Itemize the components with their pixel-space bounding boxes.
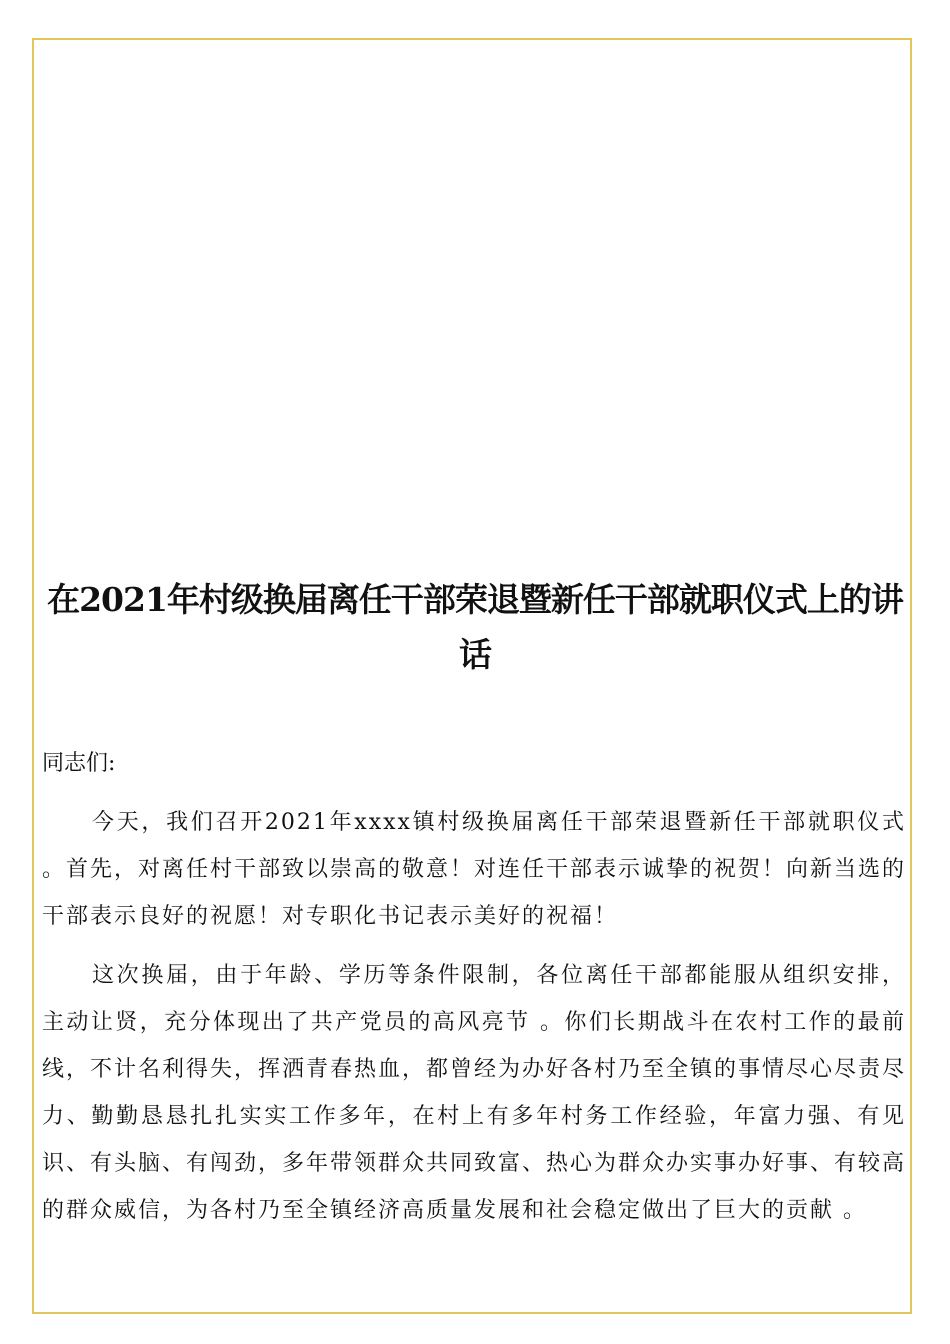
document-title: 在2021年村级换届离任干部荣退暨新任干部就职仪式上的讲话 — [47, 580, 903, 674]
salutation: 同志们: — [42, 751, 116, 776]
document-body — [42, 740, 906, 1246]
paragraph-2: 这次换届，由于年龄、学历等条件限制，各位离任干部都能服从组织安排，主动让贤，充分体现出了共产党员的高风亮节 。你们长期战斗在农村工作的最前线，不计名利得失，挥洒青春热血，都曾经为办好各村乃至全镇的事情尽心尽责尽力、勤勤恳恳扎扎实实工作多年，在村上有多年村务工作经验，年富力强、有见识、有头脑、有闯劲，多年带领群众共同致富、热心为群众办实事办好事、有较高的群众威信，为各村乃至全镇经济高质量发展和社会稳定做出了巨大的贡献 。 — [42, 963, 907, 1223]
paragraph-1: 今天，我们召开2021年xxxx镇村级换届离任干部荣退暨新任干部就职仪式 。首先，对离任村干部致以崇高的敬意！对连任干部表示诚挚的祝贺！向新当选的干部表示良好的祝愿！对专职化书记表示美好的祝福！ — [42, 810, 907, 929]
